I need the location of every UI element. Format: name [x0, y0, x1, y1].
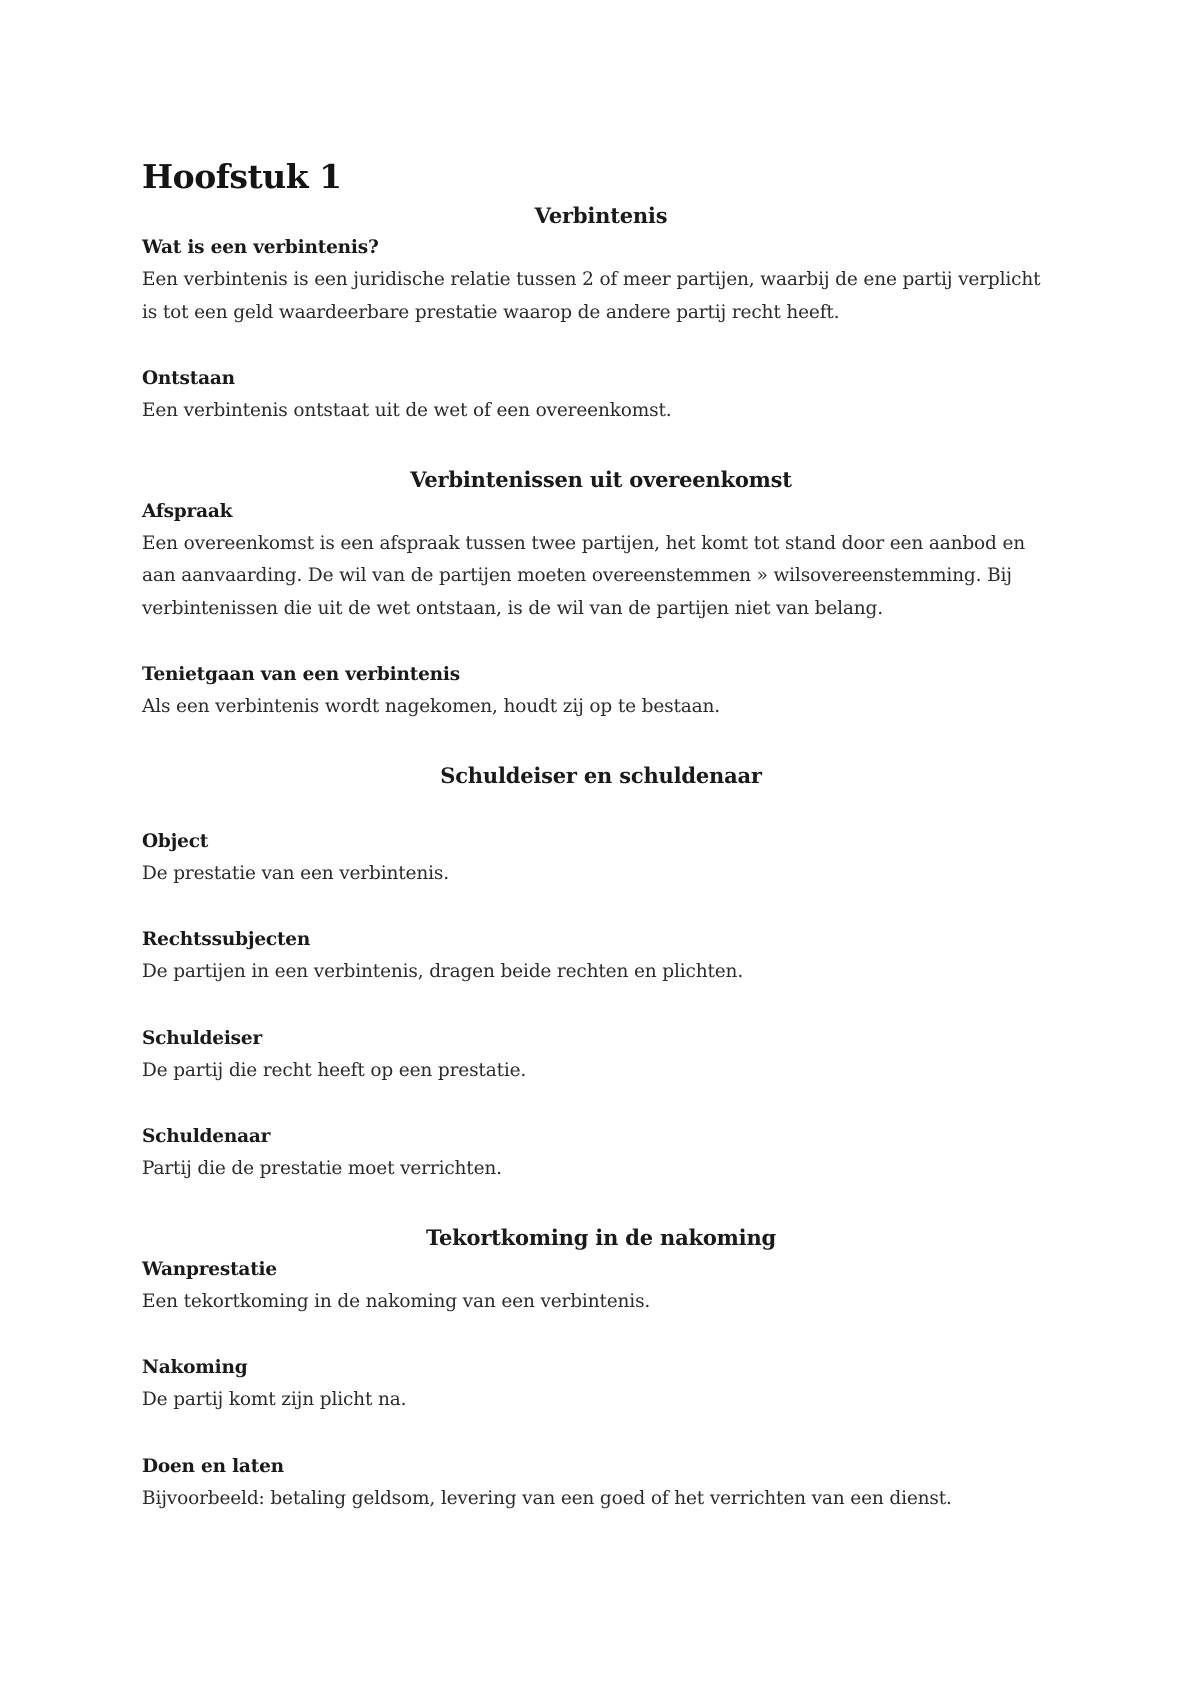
spacer — [142, 1318, 1060, 1352]
spacer — [142, 724, 1060, 760]
definition-wanprestatie: Een tekortkoming in de nakoming van een verbintenis. — [142, 1290, 651, 1312]
spacer — [142, 890, 1060, 924]
section-heading-verbintenis: Verbintenis — [534, 203, 668, 228]
spacer — [142, 428, 1060, 464]
definition-rechtssubjecten: De partijen in een verbintenis, dragen beide rechten en plichten. — [142, 961, 744, 982]
term-schuldenaar: Schuldenaar — [142, 1126, 271, 1147]
section-heading-schuldeiser-en-schuldenaar: Schuldeiser en schuldenaar — [440, 762, 762, 788]
term-object: Object — [142, 830, 209, 852]
document-title: Hoofstuk 1 — [142, 157, 342, 196]
definition-schuldeiser: De partij die recht heeft op een prestatie. — [142, 1059, 527, 1081]
term-nakoming: Nakoming — [142, 1357, 248, 1378]
spacer — [142, 1087, 1060, 1121]
term-schuldeiser: Schuldeiser — [142, 1027, 263, 1049]
definition-wat-is-een-verbintenis: Een verbintenis is een juridische relatie tussen 2 of meer partijen, waarbij de ene partij verplicht is tot een geld waardeerbare prestatie waarop de andere partij recht heeft. — [142, 269, 1041, 323]
definition-doen-en-laten: Bijvoorbeeld: betaling geldsom, levering van een goed of het verrichten van een dienst. — [142, 1487, 952, 1509]
definition-ontstaan: Een verbintenis ontstaat uit de wet of een overeenkomst. — [142, 400, 672, 421]
section-heading-tekortkoming-in-de-nakoming: Tekortkoming in de nakoming — [425, 1224, 776, 1250]
term-doen-en-laten: Doen en laten — [142, 1455, 284, 1477]
definition-afspraak: Een overeenkomst is een afspraak tussen twee partijen, het komt tot stand door een aanbod en aan aanvaarding. De wil van de partijen moeten overeenstemmen » wilsovereenstemming. Bij verbintenissen die uit de wet ontstaan, is de wil van de partijen niet van belang. — [142, 532, 1026, 619]
definition-tenietgaan: Als een verbintenis wordt nagekomen, houdt zij op te bestaan. — [142, 696, 721, 717]
spacer — [142, 1417, 1060, 1451]
term-rechtssubjecten: Rechtssubjecten — [142, 929, 311, 950]
term-wat-is-een-verbintenis: Wat is een verbintenis? — [142, 237, 379, 258]
spacer — [142, 329, 1060, 363]
spacer — [142, 625, 1060, 659]
definition-nakoming: De partij komt zijn plicht na. — [142, 1389, 407, 1410]
term-tenietgaan: Tenietgaan van een verbintenis — [142, 664, 460, 685]
section-heading-verbintenissen-uit-overeenkomst: Verbintenissen uit overeenkomst — [410, 466, 792, 492]
definition-schuldenaar: Partij die de prestatie moet verrichten. — [142, 1158, 502, 1179]
term-ontstaan: Ontstaan — [142, 368, 235, 389]
term-wanprestatie: Wanprestatie — [142, 1258, 277, 1280]
spacer — [142, 792, 1060, 826]
spacer — [142, 1186, 1060, 1222]
spacer — [142, 989, 1060, 1023]
definition-object: De prestatie van een verbintenis. — [142, 862, 449, 884]
term-afspraak: Afspraak — [142, 500, 233, 522]
